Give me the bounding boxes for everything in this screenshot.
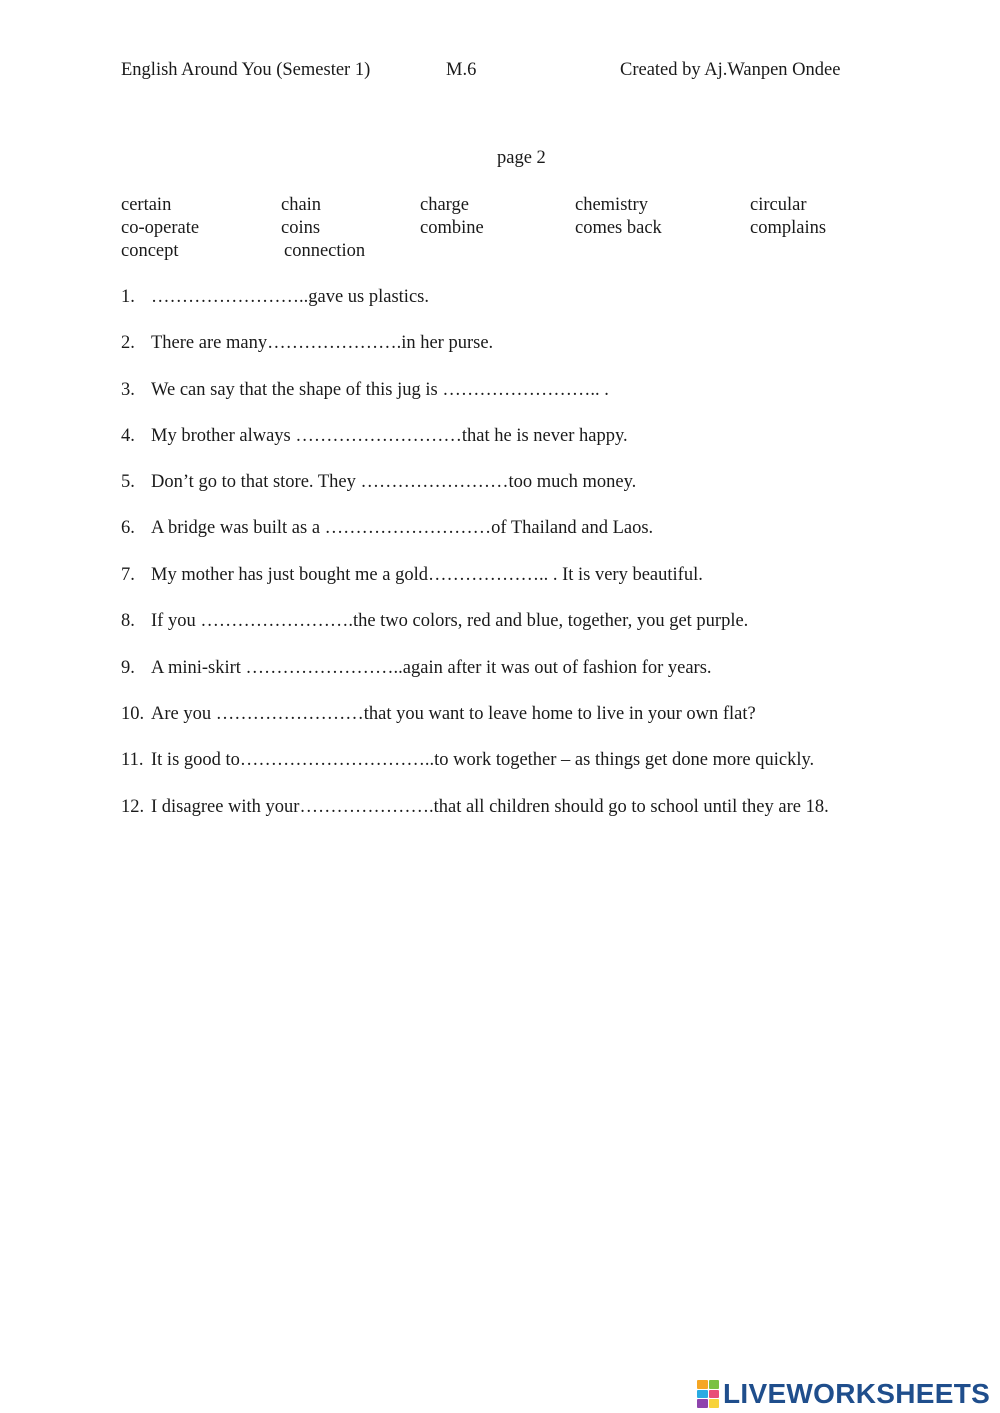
word-bank-item: chemistry bbox=[575, 195, 648, 215]
question-text: ……………………..gave us plastics. bbox=[151, 287, 429, 307]
word-bank-item: combine bbox=[420, 218, 484, 238]
question-text: We can say that the shape of this jug is …………………….. . bbox=[151, 380, 609, 400]
question-text: If you …………………….the two colors, red and blue, together, you get purple. bbox=[151, 611, 749, 631]
question-number: 1. bbox=[121, 287, 135, 307]
liveworksheets-logo-text: LIVEWORKSHEETS bbox=[723, 1378, 991, 1409]
word-bank-item: coins bbox=[281, 218, 321, 238]
word-bank-item: connection bbox=[284, 241, 366, 261]
word-bank-item: charge bbox=[420, 195, 469, 215]
liveworksheets-logo bbox=[697, 1378, 990, 1410]
question-number: 10. bbox=[121, 704, 145, 724]
question-number: 12. bbox=[121, 797, 145, 817]
header-course-title: English Around You (Semester 1) bbox=[121, 60, 371, 80]
question-number: 5. bbox=[121, 472, 135, 492]
logo-mark-tile bbox=[697, 1380, 708, 1389]
page-number: page 2 bbox=[497, 148, 546, 168]
word-bank-item: co-operate bbox=[121, 218, 200, 238]
word-bank-item: chain bbox=[281, 195, 322, 215]
question-text: I disagree with your………………….that all children should go to school until they are 18. bbox=[151, 797, 829, 817]
logo-mark-tile bbox=[709, 1390, 720, 1399]
question-text: A mini-skirt ……………………..again after it was out of fashion for years. bbox=[151, 658, 712, 678]
question-text: My mother has just bought me a gold……………….. . It is very beautiful. bbox=[151, 565, 703, 585]
word-bank-item: concept bbox=[121, 241, 179, 261]
question-text: Are you ……………………that you want to leave home to live in your own flat? bbox=[151, 704, 756, 724]
question-text: It is good to…………………………..to work together – as things get done more quickly. bbox=[151, 750, 815, 770]
logo-mark-tile bbox=[697, 1390, 708, 1399]
question-number: 3. bbox=[121, 380, 135, 400]
liveworksheets-logo-icon bbox=[697, 1380, 719, 1408]
question-number: 8. bbox=[121, 611, 135, 631]
word-bank-item: circular bbox=[750, 195, 807, 215]
question-number: 6. bbox=[121, 518, 135, 538]
logo-mark-tile bbox=[709, 1399, 720, 1408]
word-bank-item: comes back bbox=[575, 218, 662, 238]
word-bank-item: certain bbox=[121, 195, 172, 215]
question-text: My brother always ………………………that he is never happy. bbox=[151, 426, 628, 446]
header-author: Created by Aj.Wanpen Ondee bbox=[620, 60, 841, 80]
word-bank-item: complains bbox=[750, 218, 827, 238]
question-number: 11. bbox=[121, 750, 144, 770]
question-number: 9. bbox=[121, 658, 135, 678]
question-text: Don’t go to that store. They ……………………too much money. bbox=[151, 472, 637, 492]
question-number: 7. bbox=[121, 565, 135, 585]
logo-mark-tile bbox=[697, 1399, 708, 1408]
question-text: There are many………………….in her purse. bbox=[151, 333, 494, 353]
question-number: 4. bbox=[121, 426, 135, 446]
question-text: A bridge was built as a ………………………of Thailand and Laos. bbox=[151, 518, 654, 538]
logo-mark-tile bbox=[709, 1380, 720, 1389]
header-level: M.6 bbox=[446, 60, 477, 80]
question-number: 2. bbox=[121, 333, 135, 353]
